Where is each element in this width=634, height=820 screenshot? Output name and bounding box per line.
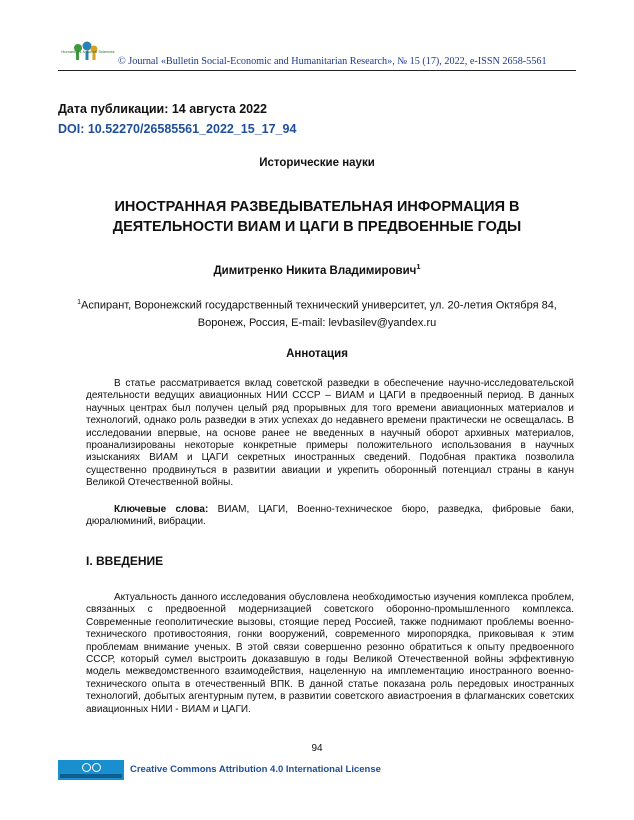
- cc-ring-icon: [82, 763, 91, 772]
- article-title: ИНОСТРАННАЯ РАЗВЕДЫВАТЕЛЬНАЯ ИНФОРМАЦИЯ В ДЕЯТЕЛЬНОСТИ ВИАМ И ЦАГИ В ПРЕДВОЕННЫЕ ГОДЫ: [112, 199, 522, 235]
- affiliation-text: Аспирант, Воронежский государственный технический университет, ул. 20-летия Октября 84, Воронеж, Россия, E-mail: levbasilev@yandex.ru: [81, 299, 557, 329]
- keywords: [86, 504, 574, 529]
- abstract-text: В статье рассматривается вклад советской разведки в обеспечение научно-исследовательской деятельности ведущих авиационных НИИ СССР – ВИАМ и ЦАГИ в предвоенный период. В данных научных центрах был получен целый ряд прорывных для того времени авиационных материалов и технологий, однако роль разведки в этих успехах до недавнего времени практически не освещалась. В исследовании впервые, на основе ранее не введенных в научный оборот архивных материалов, проанализированы некоторые конкретные примеры положительного использования в научных изысканиях ВИАМ и ЦАГИ секретных иностранных сведений. Подобная практика позволила существенно продвинуться в развитии авиации и укрепить оборонный потенциал страны в канун Великой Отечественной войны.: [86, 378, 574, 489]
- license-text[interactable]: Creative Commons Attribution 4.0 International License: [130, 764, 381, 775]
- doi-link[interactable]: DOI: 10.52270/26585561_2022_15_17_94: [58, 122, 297, 136]
- cc-strip: [60, 774, 122, 778]
- keywords-text: ВИАМ, ЦАГИ, Военно-техническое бюро, разведка, фибровые баки, дюралюминий, вибрации.: [86, 504, 575, 528]
- intro-text: Актуальность данного исследования обусловлена необходимостью изучения комплекса проблем, связанных с предвоенной модернизацией советского оборонно-промышленного комплекса. Современные геополитические вызовы, стоящие перед Россией, также поднимают проблемы военно-технического противостояния, гонки вооружений, современного миропорядка, приковывая к этим проблемам внимание ученых. В этой связи совершенно резонно обратиться к опыту предвоенного СССР, который сумел выстроить доказавшую в годы Великой Отечественной войны эффективную модель межведомственного взаимодействия, нацеленную на имплементацию иностранного военно-технического опыта в отечественный ВПК. В данной статье показана роль передовых иностранных технологий, добытых агентурным путем, в развитии советского авиастроения в флагманских советских авиационных НИИ - ВИАМ и ЦАГИ.: [86, 592, 574, 715]
- journal-header: © Journal «Bulletin Social-Economic and Humanitarian Research», № 15 (17), 2022, e-ISSN 2658-5561: [118, 56, 547, 67]
- author-name: Димитренко Никита Владимирович: [213, 264, 417, 277]
- author-sup: 1: [416, 262, 421, 271]
- author-line: [0, 262, 634, 277]
- intro-heading: I. ВВЕДЕНИЕ: [86, 554, 164, 568]
- cc-by-icon: [92, 763, 101, 772]
- header-divider: [58, 70, 576, 71]
- keywords-label: Ключевые слова:: [114, 504, 209, 515]
- section-heading: Исторические науки: [259, 157, 375, 169]
- cc-license-icon[interactable]: [58, 760, 124, 780]
- publication-date: Дата публикации: 14 августа 2022: [58, 102, 268, 116]
- abstract-heading: Аннотация: [286, 348, 348, 360]
- logo-caption: Humanities & Social Sciences: [61, 49, 115, 54]
- affiliation-sup: 1: [77, 299, 82, 306]
- page-number: 94: [311, 743, 323, 754]
- affiliation: [60, 294, 574, 332]
